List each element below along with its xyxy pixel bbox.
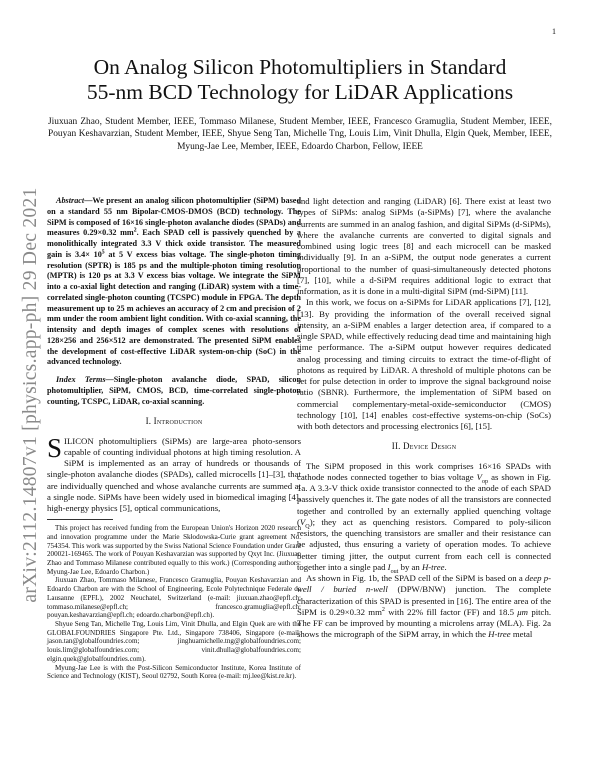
footnote-globalfoundries-affiliation: Shyue Seng Tan, Michelle Tng, Louis Lim, Vinit Dhulla, and Elgin Quek are with the GLOBALFOUNDRIES Singapore Pte. Ltd., Singapore 738406, Singapore (e-mail: jason.tan@globalfoundries.com; jinghuamichelle.tng@globalfoundries.com; louis.lim@globalfoundries.com; vinit.dhulla@globalfoundries.com; elgin.quek@globalfoundries.com). [47,619,301,663]
left-column [47,196,301,681]
footnote-funding: This project has received funding from the European Union's Horizon 2020 research and innovation programme under the Marie Skłodowska-Curie grant agreement No. 754354. This work was supported by the Swiss National Science Foundation under Grant 200021-169465. The work of Pouyan Keshavarzian was supported by Qxyt Inc. (Jiuxuan Zhao and Tommaso Milanese contributed equally to this work.) (Corresponding authors: Myung-Jae Lee, Edoardo Charbon.) [47,524,301,576]
index-terms: Index Terms—Single-photon avalanche diode, SPAD, silicon photomultiplier, SiPM, CMOS, BCD, time-correlated single-photon counting, TCSPC, LiDAR, co-axial scanning. [47,375,301,406]
abstract: Abstract—We present an analog silicon photomultiplier (SiPM) based on a standard 55 nm Bipolar-CMOS-DMOS (BCD) technology. The SiPM is composed of 16×16 single-photon avalanche diodes (SPADs) and measures 0.29×0.32 $mm^2$. Each SPAD cell is passively quenched by a monolithically integrated 3.3 V thick oxide transistor. The measured gain is $3.4\times 10^5$ at 5 V excess bias voltage. The single-photon timing resolution (SPTR) is 185 ps and the multiple-photon timing resolution (MPTR) is 120 ps at 3.3 V excess bias voltage. We integrate the SiPM into a co-axial light detection and ranging (LiDAR) system with a time-correlated single-photon counting (TCSPC) module in FPGA. The depth measurement up to 25 m achieves an accuracy of 2 cm and precision of 2 mm under the room ambient light condition. With co-axial scanning, the intensity and depth images of complex scenes with resolutions of 128×256 and 256×512 are demonstrated. The presented SiPM enables the development of cost-effective LiDAR system-on-chip (SoC) in the advanced technology. [47,196,302,367]
title-line-1: On Analog Silicon Photomultipliers in Standard [93,55,507,79]
paper-title [40,55,560,105]
page-number: 1 [552,27,556,36]
right-column [297,196,551,641]
paragraph-sipm-types: and light detection and ranging (LiDAR) [6]. There exist at least two types of SiPMs: analog SiPMs (a-SiPMs) [7], where the avalanche currents are summed in an analog fashion, and digital SiPMs (d-SiPMs), where the avalanche currents are converted to digital signals and combined using logic trees [8] and each microcell can be masked individually [9]. In an a-SiPM, the output node generates a current proportional to the number of quasi-simultaneously detected photons [7], [10], while a d-SiPM requires additional logic to extract that information, as it is done in a multi-digital SiPM (md-SiPM) [11]. [297,196,551,296]
section-heading-introduction: I. Introduction [145,416,203,427]
title-line-2: 55-nm BCD Technology for LiDAR Applications [86,80,514,104]
footnote-epfl-affiliation: Jiuxuan Zhao, Tommaso Milanese, Francesco Gramuglia, Pouyan Keshavarzian and Edoardo Charbon are with the School of Engineering, Ecole Polytechnique Federale de Lausanne (EPFL), 2002 Neuchatel, Switzerland (e-mail: jiuxuan.zhao@epfl.ch; tommaso.milanese@epfl.ch; francesco.gramuglia@epfl.ch; pouyan.keshavarzian@epfl.ch; edoardo.charbon@epfl.ch). [47,576,301,620]
author-list: Jiuxuan Zhao, Student Member, IEEE, Tommaso Milanese, Student Member, IEEE, Francesco Gramuglia, Student Member, IEEE, Pouyan Keshavarzian, Student Member, IEEE, Shyue Seng Tan, Michelle Tng, Louis Lim, Vinit Dhulla, Elgin Quek, Member, IEEE, Myung-Jae Lee, Member, IEEE, Edoardo Charbon, Fellow, IEEE [48,117,552,152]
paragraph-this-work: In this work, we focus on a-SiPMs for LiDAR applications [7], [12], [13]. By providing the information of the overall received signal intensity, an a-SiPM enables a larger detection area, if compared to a single SPAD, while effectively reducing dead time and maintaining high time performance. The a-SiPM output however requires dedicated analog processing and timing circuits to extract the time-of-flight of photons as required by LiDAR. A threshold of multiple photons can be set for pulse detection in order to improve the signal background noise ratio (SBNR). Furthermore, the implementation of SiPM based on commercial complementary-metal-oxide-semiconductor (CMOS) technology [10], [14] enables cost-effective systems-on-chip (SoCs) with both detectors and processing electronics [6], [15]. [297,297,551,431]
footnote-kist-affiliation: Myung-Jae Lee is with the Post-Silicon Semiconductor Institute, Korea Institute of Science and Technology (KIST), Seoul 02792, South Korea (e-mail: mj.lee@kist.re.kr). [47,663,301,681]
paragraph-spad-cell: As shown in Fig. 1b, the SPAD cell of the SiPM is based on a deep p-well / buried n-well (DPW/BNW) junction. The complete characterization of this SPAD is presented in [16]. The entire area of the SiPM is 0.29×0.32 $mm^2$ with 22% fill factor (FF) and 18.5 μm pitch. The FF can be improved by mounting a microlens array (MLA). Fig. 2a shows the micrograph of the SiPM array, in which the H-tree metal [297,573,552,640]
abstract-label: Abstract [56,196,85,205]
arxiv-watermark [17,166,44,624]
intro-paragraph: SILICON photomultipliers (SiPMs) are large-area photo-sensors capable of counting individual photons at high timing resolution. A SiPM is implemented as an array of hundreds or thousands of single-photon avalanche diodes (SPADs), called microcells [1]–[3], that are individually quenched and whose avalanche currents are summed at a single node. SiPMs have been widely used in biomedical imaging [4], high-energy physics [5], optical communications, [47,432,301,513]
section-heading-device-design: II. Device Design [391,441,457,452]
footnote-divider [47,519,113,520]
index-terms-label: Index Terms [56,375,106,384]
drop-cap: S [47,432,63,463]
paragraph-sipm-structure: The SiPM proposed in this work comprises 16×16 SPADs with cathode nodes connected together to bias voltage $V_{op}$ as shown in Fig. 1a. A 3.3-V thick oxide transistor connected to the anode of each SPAD passively quenches it. The gate nodes of all the transistors are connected together and controlled by an externally applied quenching voltage $(V_Q)$; they act as quenching resistors. Compared to poly-silicon resistors, the quenching transistors are smaller and their resistance can be adjusted, thus ensuring a variety of operation modes. To achieve better timing jitter, the output current from each cell is connected together into a single pad $I_{out}$ by an H-tree. [297,460,551,575]
arxiv-id: arXiv:2112.14807v1 [physics.app-ph] 29 Dec 2021 [19,187,41,603]
